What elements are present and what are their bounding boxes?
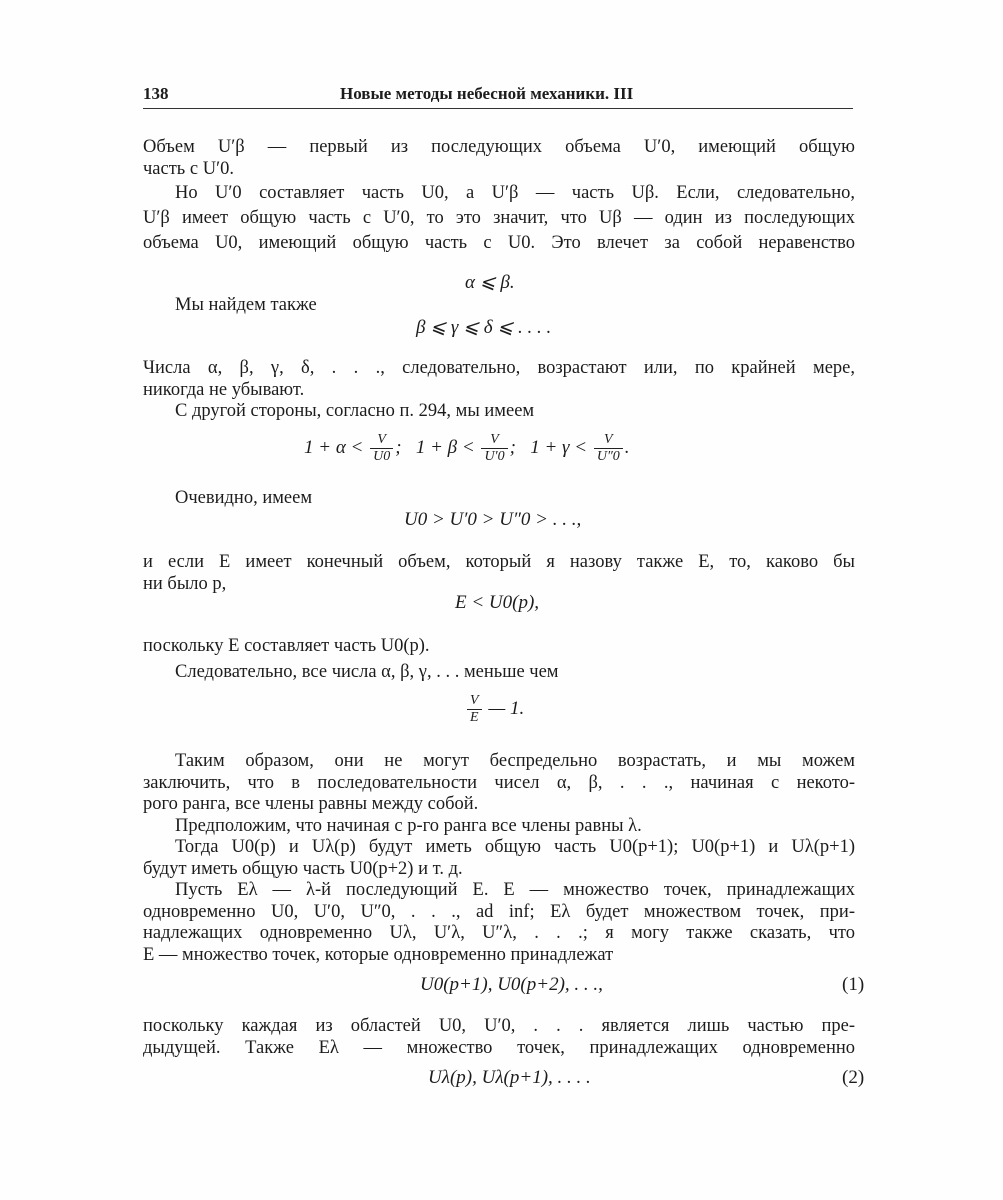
formula-chain: β ⩽ γ ⩽ δ ⩽ . . . .: [416, 317, 552, 338]
running-title: Новые методы небесной механики. III: [340, 84, 634, 103]
fraction: [481, 432, 507, 465]
text-line: Предположим, что начиная с p-го ранга все члены равны λ.: [175, 816, 642, 836]
equation-number-2: (2): [842, 1067, 865, 1088]
text-line: дыдущей. Также Eλ — множество точек, принадлежащих одновременно: [143, 1038, 855, 1058]
text-line: С другой стороны, согласно п. 294, мы имеем: [175, 401, 535, 421]
denominator: U′0: [481, 448, 507, 465]
formula-alpha-beta: α ⩽ β.: [465, 272, 515, 293]
separator: ;: [509, 436, 516, 458]
denominator: E: [467, 709, 482, 726]
numerator: V: [490, 432, 499, 447]
text-line: Очевидно, имеем: [175, 488, 313, 508]
formula-volumes: U0 > U′0 > U″0 > . . .,: [404, 509, 582, 530]
text-line: Мы найдем также: [175, 295, 317, 315]
separator: ;: [395, 436, 402, 458]
page-number: 138: [143, 84, 169, 103]
denominator: U0: [370, 448, 393, 465]
formula-inequalities: [304, 432, 630, 465]
text-line: заключить, что в последовательности чисел α, β, . . ., начиная с некото-: [143, 773, 855, 793]
fraction: [594, 432, 623, 465]
text-line: Пусть Eλ — λ-й последующий E. E — множество точек, принадлежащих: [175, 880, 855, 900]
text-line: будут иметь общую часть U0(p+2) и т. д.: [143, 859, 463, 879]
fraction: [370, 432, 393, 465]
text-line: U′β имеет общую часть с U′0, то это значит, что Uβ — один из последующих: [143, 208, 855, 228]
ineq1-lhs: 1 + α <: [304, 436, 364, 458]
text-line: Но U′0 составляет часть U0, а U′β — часть Uβ. Если, следовательно,: [175, 183, 855, 203]
text-line: рого ранга, все члены равны между собой.: [143, 794, 479, 814]
text-line: Тогда U0(p) и Uλ(p) будут иметь общую часть U0(p+1); U0(p+1) и Uλ(p+1): [175, 837, 855, 857]
equation-number-1: (1): [842, 974, 865, 995]
text-line: никогда не убывают.: [143, 380, 305, 400]
text-line: поскольку каждая из областей U0, U′0, . . . является лишь частью пре-: [143, 1016, 855, 1036]
formula-bound: [465, 693, 524, 726]
text-line: Таким образом, они не могут беспредельно возрастать, и мы можем: [175, 751, 855, 771]
text-line: надлежащих одновременно Uλ, U′λ, U″λ, . . .; я могу также сказать, что: [143, 923, 855, 943]
page-header: [143, 84, 853, 110]
text-line: Объем U′β — первый из последующих объема U′0, имеющий общую: [143, 137, 855, 157]
text-line: Следовательно, все числа α, β, γ, . . . меньше чем: [175, 662, 559, 682]
denominator: U″0: [594, 448, 623, 465]
text-line: часть с U′0.: [143, 159, 234, 179]
formula-seq-1: U0(p+1), U0(p+2), . . .,: [420, 974, 603, 995]
minus-one: — 1.: [488, 697, 525, 719]
text-line: и если E имеет конечный объем, который я назову также E, то, каково бы: [143, 552, 855, 572]
ineq3-lhs: 1 + γ <: [530, 436, 588, 458]
text-line: объема U0, имеющий общую часть с U0. Это влечет за собой неравенство: [143, 233, 855, 253]
formula-seq-2: Uλ(p), Uλ(p+1), . . . .: [428, 1067, 591, 1088]
text-line: Числа α, β, γ, δ, . . ., следовательно, возрастают или, по крайней мере,: [143, 358, 855, 378]
text-line: поскольку E составляет часть U0(p).: [143, 636, 430, 656]
numerator: V: [604, 432, 613, 447]
fraction: [467, 693, 482, 726]
text-line: E — множество точек, которые одновременно принадлежат: [143, 945, 614, 965]
numerator: V: [377, 432, 386, 447]
ineq2-lhs: 1 + β <: [415, 436, 475, 458]
header-rule: [143, 108, 853, 109]
numerator: V: [470, 693, 479, 708]
formula-e-less: E < U0(p),: [455, 592, 540, 613]
period: .: [624, 436, 630, 458]
text-line: ни было p,: [143, 574, 227, 594]
text-line: одновременно U0, U′0, U″0, . . ., ad inf; Eλ будет множеством точек, при-: [143, 902, 855, 922]
